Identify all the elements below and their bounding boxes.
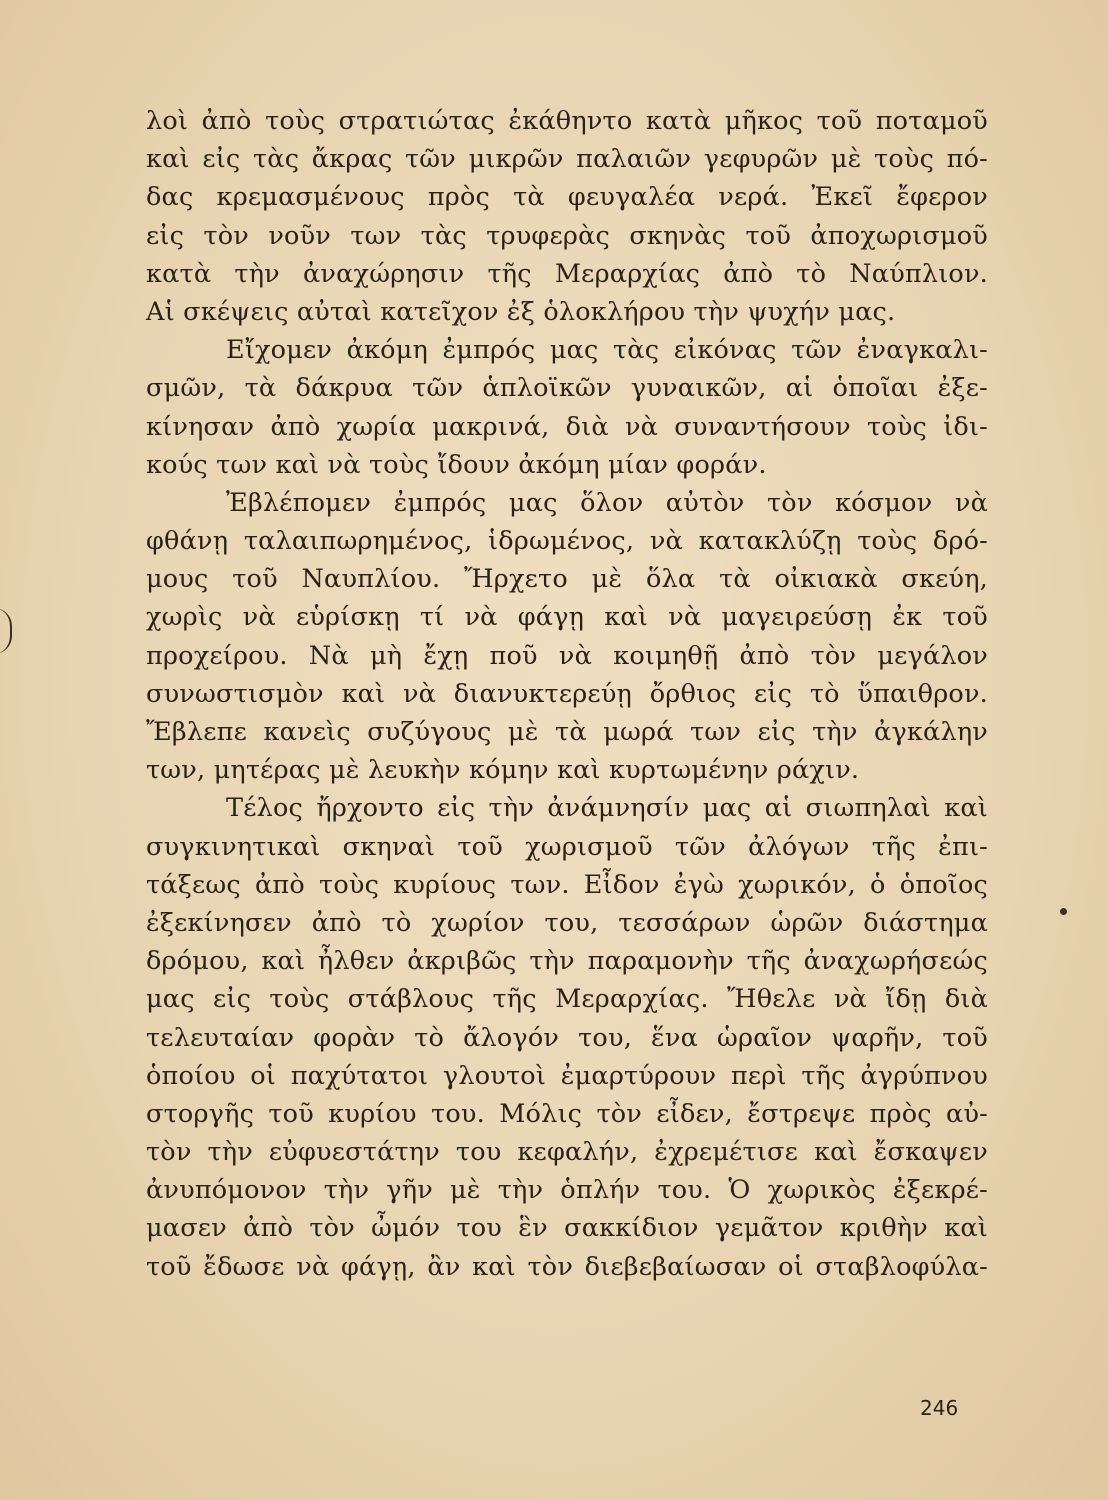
margin-dot-mark	[1060, 908, 1067, 915]
page-number: 246	[920, 1396, 959, 1420]
text-line-4: εἰς τὸν νοῦν των τὰς τρυφερὰς σκηνὰς τοῦ ἀποχωρισμοῦ	[146, 220, 988, 251]
text-line-18: των, μητέρας μὲ λευκὴν κόμην καὶ κυρτωμένην ράχιν.	[146, 755, 860, 786]
text-line-10: κούς των καὶ νὰ τοὺς ἴδουν ἀκόμη μίαν φοράν.	[146, 449, 767, 480]
text-line-6: Αἱ σκέψεις αὐταὶ κατεῖχον ἐξ ὁλοκλήρου τὴν ψυχήν μας.	[146, 296, 896, 327]
text-line-2: καὶ εἰς τὰς ἄκρας τῶν μικρῶν παλαιῶν γεφυρῶν μὲ τοὺς πό-	[146, 144, 988, 175]
text-line-27: στοργῆς τοῦ κυρίου του. Μόλις τὸν εἶδεν, ἔστρεψε πρὸς αὐ-	[146, 1098, 988, 1129]
text-line-31: τοῦ ἔδωσε νὰ φάγῃ, ἂν καὶ τὸν διεβεβαίωσαν οἱ σταβλοφύλα-	[146, 1251, 988, 1282]
text-line-12: φθάνῃ ταλαιπωρημένος, ἱδρωμένος, νὰ κατακλύζῃ τοὺς δρό-	[146, 526, 988, 557]
text-line-9: κίνησαν ἀπὸ χωρία μακρινά, διὰ νὰ συναντήσουν τοὺς ἰδι-	[146, 411, 988, 442]
text-line-30: μασεν ἀπὸ τὸν ὦμόν του ἓν σακκίδιον γεμᾶτον κριθὴν καὶ	[146, 1213, 988, 1244]
text-line-26: ὁποίου οἱ παχύτατοι γλουτοὶ ἐμαρτύρουν περὶ τῆς ἀγρύπνου	[146, 1060, 988, 1091]
text-line-3: δας κρεμασμένους πρὸς τὰ φευγαλέα νερά. Ἐκεῖ ἔφερον	[146, 182, 988, 213]
text-line-23: δρόμου, καὶ ἦλθεν ἀκριβῶς τὴν παραμονὴν τῆς ἀναχωρήσεώς	[146, 946, 988, 977]
text-line-11: Ἐβλέπομεν ἐμπρός μας ὅλον αὐτὸν τὸν κόσμον νὰ	[226, 487, 988, 518]
margin-bracket-mark	[0, 608, 12, 654]
text-line-16: συνωστισμὸν καὶ νὰ διανυκτερεύῃ ὄρθιος εἰς τὸ ὕπαιθρον.	[146, 678, 988, 709]
text-line-22: ἐξεκίνησεν ἀπὸ τὸ χωρίον του, τεσσάρων ὡρῶν διάστημα	[146, 907, 988, 938]
text-line-29: ἀνυπόμονον τὴν γῆν μὲ τὴν ὁπλήν του. Ὁ χωρικὸς ἐξεκρέ-	[146, 1175, 988, 1206]
text-line-25: τελευταίαν φορὰν τὸ ἄλογόν του, ἕνα ὡραῖον ψαρῆν, τοῦ	[146, 1022, 988, 1053]
text-line-5: κατὰ τὴν ἀναχώρησιν τῆς Μεραρχίας ἀπὸ τὸ Ναύπλιον.	[146, 258, 988, 289]
text-line-19: Τέλος ἤρχοντο εἰς τὴν ἀνάμνησίν μας αἱ σιωπηλαὶ καὶ	[226, 793, 988, 824]
text-line-7: Εἴχομεν ἀκόμη ἐμπρός μας τὰς εἰκόνας τῶν ἐναγκαλι-	[226, 335, 988, 366]
text-line-21: τάξεως ἀπὸ τοὺς κυρίους των. Εἶδον ἐγὼ χωρικόν, ὁ ὁποῖος	[146, 869, 988, 900]
text-line-20: συγκινητικαὶ σκηναὶ τοῦ χωρισμοῦ τῶν ἀλόγων τῆς ἐπι-	[146, 831, 988, 862]
body-text	[146, 102, 988, 1286]
text-line-24: μας εἰς τοὺς στάβλους τῆς Μεραρχίας. Ἤθελε νὰ ἴδῃ διὰ	[146, 984, 988, 1015]
text-line-28: τὸν τὴν εὐφυεστάτην του κεφαλήν, ἐχρεμέτισε καὶ ἔσκαψεν	[146, 1137, 988, 1168]
text-line-8: σμῶν, τὰ δάκρυα τῶν ἁπλοϊκῶν γυναικῶν, αἱ ὁποῖαι ἐξε-	[146, 373, 988, 404]
text-line-15: προχείρου. Νὰ μὴ ἔχῃ ποῦ νὰ κοιμηθῇ ἀπὸ τὸν μεγάλον	[146, 640, 988, 671]
text-line-14: χωρὶς νὰ εὑρίσκῃ τί νὰ φάγῃ καὶ νὰ μαγειρεύσῃ ἐκ τοῦ	[146, 602, 988, 633]
text-line-1: λοὶ ἀπὸ τοὺς στρατιώτας ἐκάθηντο κατὰ μῆκος τοῦ ποταμοῦ	[146, 106, 988, 136]
text-line-17: Ἔβλεπε κανεὶς συζύγους μὲ τὰ μωρά των εἰς τὴν ἀγκάλην	[146, 717, 988, 747]
text-line-13: μους τοῦ Ναυπλίου. Ἤρχετο μὲ ὅλα τὰ οἰκιακὰ σκεύη,	[146, 564, 988, 595]
